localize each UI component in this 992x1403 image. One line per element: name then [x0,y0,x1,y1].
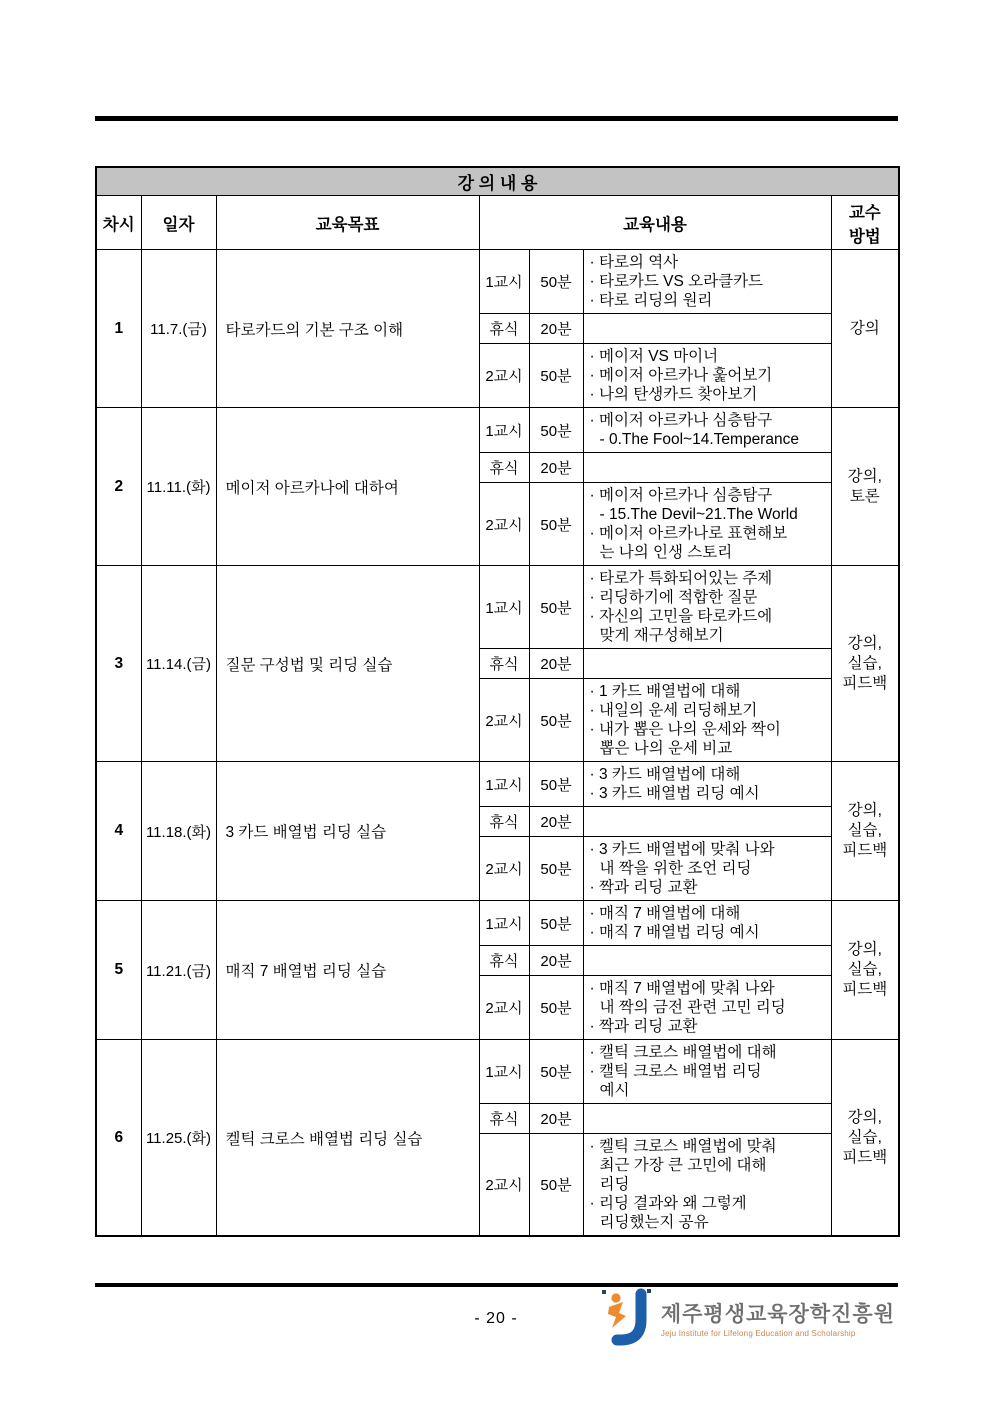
period-duration: 20분 [529,314,583,344]
period-duration: 50분 [529,250,583,314]
topic-line: 리딩했는지 공유 [599,1214,709,1231]
period-topics [583,649,831,679]
method-line: 실습, [847,961,882,978]
period-topics [583,946,831,976]
period-label: 휴식 [479,453,529,483]
table-header-row [96,196,899,250]
col-header-session: 차시 [96,196,141,250]
period-label: 2교시 [479,679,529,762]
session-number: 6 [96,1040,141,1237]
session-5-subrow-1 [96,901,899,946]
period-topics [583,1104,831,1134]
session-2-subrow-1 [96,408,899,453]
period-duration: 50분 [529,679,583,762]
session-3-subrow-1 [96,566,899,649]
session-6-subrow-1 [96,1040,899,1104]
page-number: - 20 - [474,1310,518,1327]
period-label: 2교시 [479,976,529,1040]
org-logo-text [661,1302,895,1339]
period-duration: 50분 [529,1040,583,1104]
period-duration: 50분 [529,762,583,807]
period-topics [583,314,831,344]
topic-line: · 타로카드 VS 오라클카드 [589,273,764,290]
session-goal: 질문 구성법 및 리딩 실습 [216,566,479,762]
topic-line: · 짝과 리딩 교환 [589,879,698,896]
session-goal: 매직 7 배열법 리딩 실습 [216,901,479,1040]
topic-line: · 매직 7 배열법 리딩 예시 [589,924,760,941]
period-topics [583,483,831,566]
topic-line: · 리딩하기에 적합한 질문 [589,589,758,606]
teaching-method [831,566,899,762]
topic-line: - 0.The Fool~14.Temperance [599,431,799,448]
session-number: 4 [96,762,141,901]
period-topics [583,566,831,649]
topic-line: · 3 카드 배열법 리딩 예시 [589,785,760,802]
period-label: 1교시 [479,1040,529,1104]
session-date: 11.21.(금) [141,901,216,1040]
method-line: 피드백 [842,1148,888,1166]
period-topics [583,976,831,1040]
method-line: 강의, [847,1108,882,1126]
col-header-method-line2: 방법 [848,227,881,246]
period-topics [583,250,831,314]
period-label: 1교시 [479,250,529,314]
topic-line: 예시 [599,1082,630,1099]
org-name-english: Jeju Institute for Lifelong Education and Scholarship [660,1329,856,1338]
period-topics [583,762,831,807]
session-date: 11.11.(화) [141,408,216,566]
period-duration: 50분 [529,344,583,408]
method-line: 강의, [847,941,882,958]
topic-line: · 캘틱 크로스 배열법 리딩 [589,1063,762,1080]
period-label: 1교시 [479,408,529,453]
teaching-method [831,901,899,1040]
topic-line: · 메이저 아르카나 심층탐구 [589,487,773,504]
org-logo-mark-icon [601,1287,653,1354]
period-label: 휴식 [479,1104,529,1134]
period-label: 1교시 [479,566,529,649]
session-date: 11.25.(화) [141,1040,216,1237]
topic-line: · 메이저 아르카나 심층탐구 [589,412,773,429]
topic-line: 는 나의 인생 스토리 [599,544,733,561]
period-duration: 50분 [529,837,583,901]
period-topics [583,679,831,762]
topic-line: · 메이저 아르카나로 표현해보 [589,525,788,542]
method-line: 피드백 [842,842,888,859]
topic-line: · 내일의 운세 리딩해보기 [589,702,758,719]
period-topics [583,837,831,901]
topic-line: 내 짝을 위한 조언 리딩 [599,860,752,877]
period-label: 2교시 [479,837,529,901]
period-topics [583,408,831,453]
period-duration: 50분 [529,1134,583,1237]
session-goal: 3 카드 배열법 리딩 실습 [216,762,479,901]
topic-line: 내 짝의 금전 관련 고민 리딩 [599,999,786,1016]
lecture-content-table [95,166,900,1237]
topic-line: · 자신의 고민을 타로카드에 [589,608,773,625]
session-goal: 타로카드의 기본 구조 이해 [216,250,479,408]
col-header-goal: 교육목표 [216,196,479,250]
topic-line: - 15.The Devil~21.The World [599,506,798,523]
session-date: 11.7.(금) [141,250,216,408]
period-topics [583,453,831,483]
period-label: 2교시 [479,483,529,566]
period-label: 휴식 [479,649,529,679]
session-goal: 메이저 아르카나에 대하여 [216,408,479,566]
topic-line: · 리딩 결과와 왜 그렇게 [589,1195,747,1212]
period-topics [583,901,831,946]
period-duration: 50분 [529,483,583,566]
period-label: 휴식 [479,314,529,344]
period-topics [583,807,831,837]
period-topics [583,344,831,408]
org-name-korean: 제주평생교육장학진흥원 [660,1303,895,1326]
col-header-method-line1: 교수 [848,203,881,222]
session-number: 5 [96,901,141,1040]
period-duration: 20분 [529,1104,583,1134]
topic-line: · 짝과 리딩 교환 [589,1018,698,1035]
method-line: 강의, [847,634,882,652]
period-topics [583,1134,831,1237]
period-label: 휴식 [479,946,529,976]
topic-line: · 나의 탄생카드 찾아보기 [589,386,758,403]
period-label: 1교시 [479,901,529,946]
method-line: 강의 [849,319,880,337]
topic-line: · 타로의 역사 [589,254,679,271]
org-logo [601,1287,895,1354]
method-line: 강의, [847,802,882,819]
session-number: 2 [96,408,141,566]
session-1-subrow-1 [96,250,899,314]
table-title: 강 의 내 용 [96,167,899,196]
period-duration: 50분 [529,976,583,1040]
method-line: 토론 [849,487,880,505]
topic-line: · 내가 뽑은 나의 운세와 짝이 [589,721,781,738]
session-date: 11.18.(화) [141,762,216,901]
topic-line: · 매직 7 배열법에 대해 [589,905,741,922]
period-topics [583,1040,831,1104]
col-header-date: 일자 [141,196,216,250]
topic-line: 최근 가장 큰 고민에 대해 [599,1157,767,1174]
topic-line: · 메이저 VS 마이너 [589,348,719,365]
topic-line: 맞게 재구성해보기 [599,627,724,644]
period-duration: 20분 [529,807,583,837]
method-line: 피드백 [842,674,888,692]
period-label: 2교시 [479,1134,529,1237]
teaching-method [831,762,899,901]
topic-line: · 타로 리딩의 원리 [589,292,713,309]
session-number: 1 [96,250,141,408]
method-line: 실습, [847,822,882,839]
teaching-method [831,408,899,566]
session-4-subrow-1 [96,762,899,807]
topic-line: 리딩 [599,1176,630,1193]
topic-line: · 메이저 아르카나 훑어보기 [589,367,773,384]
period-duration: 20분 [529,946,583,976]
session-date: 11.14.(금) [141,566,216,762]
col-header-content: 교육내용 [479,196,831,250]
method-line: 실습, [847,1128,882,1146]
topic-line: · 타로가 특화되어있는 주제 [589,570,773,587]
period-duration: 50분 [529,408,583,453]
period-label: 휴식 [479,807,529,837]
table-title-row [96,167,899,196]
topic-line: · 매직 7 배열법에 맞춰 나와 [589,980,775,997]
topic-line: · 3 카드 배열법에 대해 [589,766,741,783]
period-label: 2교시 [479,344,529,408]
top-rule-divider [95,116,898,121]
period-duration: 50분 [529,901,583,946]
method-line: 강의, [847,467,882,485]
col-header-method [831,196,899,250]
period-label: 1교시 [479,762,529,807]
period-duration: 20분 [529,649,583,679]
topic-line: · 3 카드 배열법에 맞춰 나와 [589,841,775,858]
topic-line: 뽑은 나의 운세 비교 [599,740,733,757]
teaching-method [831,250,899,408]
period-duration: 20분 [529,453,583,483]
session-goal: 켈틱 크로스 배열법 리딩 실습 [216,1040,479,1237]
topic-line: · 1 카드 배열법에 대해 [589,683,741,700]
topic-line: · 캘틱 크로스 배열법에 대해 [589,1044,777,1061]
teaching-method [831,1040,899,1237]
period-duration: 50분 [529,566,583,649]
session-number: 3 [96,566,141,762]
topic-line: · 켈틱 크로스 배열법에 맞춰 [589,1138,777,1155]
method-line: 실습, [847,654,882,672]
method-line: 피드백 [842,981,888,998]
schedule-body [96,250,899,1237]
